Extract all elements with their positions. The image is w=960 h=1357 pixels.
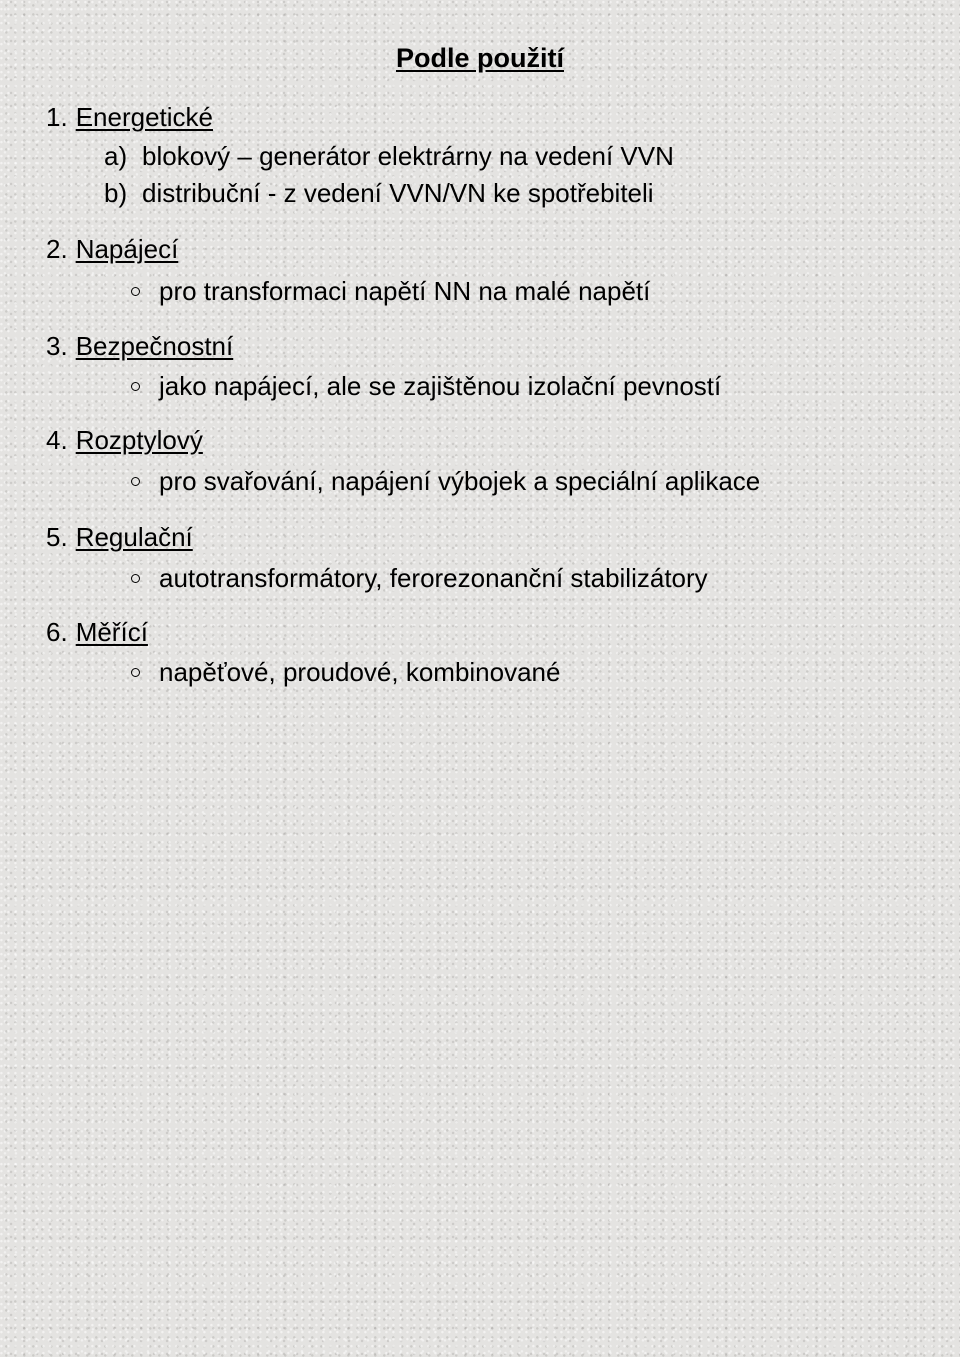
category-heading-napajeci [46, 234, 178, 264]
bullet-icon [131, 477, 140, 486]
category-heading-regulacni [46, 522, 193, 552]
category-name: Napájecí [75, 234, 179, 264]
bullet-icon [131, 382, 140, 391]
category-number: 6. [46, 617, 68, 647]
bullet-icon [131, 287, 140, 296]
subitem-a [104, 141, 674, 171]
subitem-label: b) [104, 178, 128, 208]
bullet-text: pro transformaci napětí NN na malé napětí [159, 276, 651, 306]
category-name: Rozptylový [75, 425, 203, 455]
category-name: Měřící [75, 617, 148, 647]
category-number: 5. [46, 522, 68, 552]
category-heading-rozptylovy [46, 425, 203, 455]
category-number: 3. [46, 331, 68, 361]
category-name: Regulační [75, 522, 193, 552]
bullet-item [131, 563, 708, 593]
subitem-label: a) [104, 141, 128, 171]
category-number: 2. [46, 234, 68, 264]
bullet-text: napěťové, proudové, kombinované [159, 657, 561, 687]
category-name: Energetické [75, 102, 213, 132]
category-number: 4. [46, 425, 68, 455]
bullet-icon [131, 668, 140, 677]
subitem-text: blokový – generátor elektrárny na vedení VVN [142, 141, 674, 171]
category-name: Bezpečnostní [75, 331, 234, 361]
page-title: Podle použití [396, 43, 564, 73]
bullet-text: autotransformátory, ferorezonanční stabilizátory [159, 563, 708, 593]
subitem-text: distribuční - z vedení VVN/VN ke spotřebiteli [142, 178, 654, 208]
category-heading-bezpecnostni [46, 331, 233, 361]
bullet-icon [131, 574, 140, 583]
category-heading-merici [46, 617, 148, 647]
category-number: 1. [46, 102, 68, 132]
category-heading-energeticke [46, 102, 213, 132]
bullet-item [131, 466, 760, 496]
bullet-item [131, 371, 721, 401]
bullet-text: jako napájecí, ale se zajištěnou izolační pevností [159, 371, 722, 401]
bullet-item [131, 276, 650, 306]
bullet-text: pro svařování, napájení výbojek a speciální aplikace [159, 466, 761, 496]
bullet-item [131, 657, 560, 687]
subitem-b [104, 178, 654, 208]
